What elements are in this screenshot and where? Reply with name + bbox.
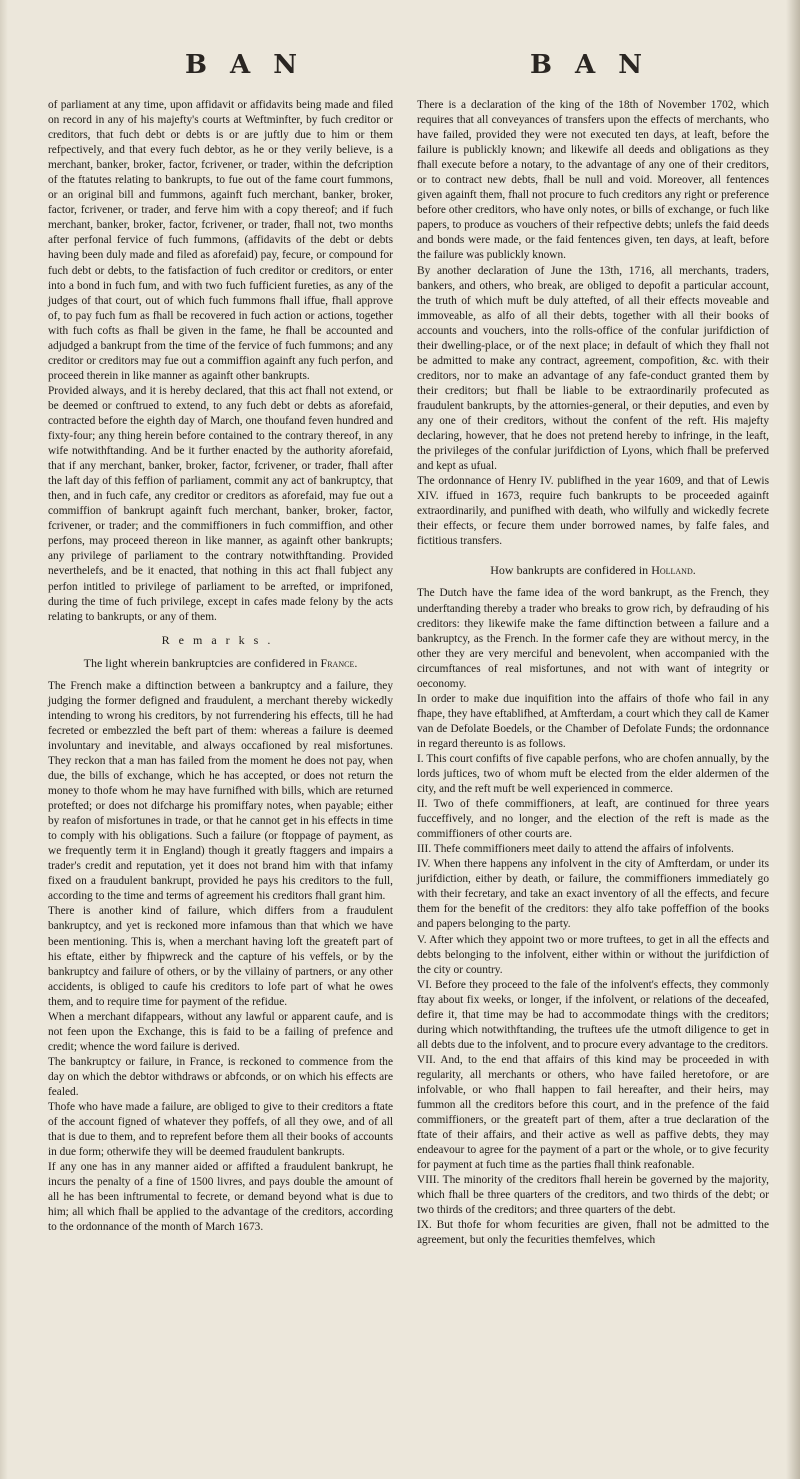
paragraph: VIII. The minority of the creditors fhall herein be governed by the majority, which fhall be three quarters of the creditors, and two thirds of the debt; or two thirds of the creditors; and three quarters of the debt. (417, 1174, 769, 1217)
paragraph: The Dutch have the fame idea of the word bankrupt, as the French, they underftanding thereby a trader who breaks to grow rich, by defrauding of his creditors: they likewife make the fame diftinction between a failure and a bankruptcy, as the French. In the former cafe they are without mercy, in the other they are very merciful and benevolent, when accompanied with the circumftances of real misfortunes, and not with want of integrity or oeconomy. (417, 587, 769, 690)
paragraph: The bankruptcy or failure, in France, is reckoned to commence from the day on which the debtor withdraws or abfconds, or on which his effects are fealed. (48, 1055, 393, 1098)
page-edge-left (0, 0, 8, 1479)
paragraph: There is another kind of failure, which differs from a fraudulent bankruptcy, and yet is reckoned more infamous than that which we have been mentioning. This is, when a merchant having loft the greateft part of his eftate, either by fhipwreck and the capture of his veffels, or by the bankruptcy and failure of others, or by the villainy of partners, or any other accidents, is obliged to caufe his creditors to lofe part of what he owes them, and to require time for payment of the refidue. (48, 905, 393, 1008)
paragraph: VI. Before they proceed to the fale of the infolvent's effects, they commonly ftay about fix weeks, or longer, if the infolvent, or relations of the deceafed, defire it, that time may be had to accommodate things with the creditors; during which notwithftanding, the truftees ufe the utmoft diligence to get in all debts due to the infolvent, and to procure every advantage to the creditors. (417, 978, 769, 1051)
section-heading-place: Holland. (651, 563, 696, 578)
paragraph: III. Thefe commiffioners meet daily to attend the affairs of infolvents. (417, 843, 734, 856)
paragraph: There is a declaration of the king of the 18th of November 1702, which requires that all conveyances of transfers upon the effects of merchants, who have failed, provided they were not executed ten days, at leaft, before the failure is publickly known; and likewife all deeds and obligations as they fhall execute before a notary, to the advantage of any one of their creditors, or to contract new debts, fhall be null and void. Moreover, all fentences given againft them, fhall not procure to fuch creditors any right or preference before other creditors, who have only notes, or bills of exchange, or fuch like papers, to produce as vouchers of their refpective debts; unlefs the faid deeds and bonds were made, or the faid fentences given, ten days, at leaft, before the failure was publickly known. (417, 99, 769, 262)
paragraph: By another declaration of June the 13th, 1716, all merchants, traders, bankers, and others, who break, are obliged to depofit a particular account, the truth of which muft be duly attefted, of all their effects moveable and immoveable, as alfo of all their debts, together with all their books of accounts and vouchers, into the rolls-office of the confular jurifdiction of their dwelling-place, or of the next place; in default of which they fhall not be admitted to make any contract, agreement, compofition, &c. with their creditors, nor to make an advantage of any fafe-conduct granted them by their creditors; but fhall be liable to be extraordinarily profecuted as fraudulent bankrupts, by the attornies-general, or their deputies, and even by any one of their creditors, without the confent of the reft. His majefty declaring, however, that he does not pretend hereby to infringe, in the leaft, the privileges of the confular jurifdiction of Lyons, which fhall be preferved and kept as ufual. (417, 264, 769, 473)
paragraph: of parliament at any time, upon affidavit or affidavits being made and filed on record in any of his majefty's courts at Weftminfter, by fuch creditor or creditors, that fuch debt or debts is or are juftly due to him or them refpectively, and that every fuch debtor, as he or they verily believe, is a merchant, banker, broker, factor, fcrivener, or trader, within the defcription of the ftatutes relating to bankrupts, to fue out of the fame court fummons, or an original bill and fummons, againft fuch merchant, banker, broker, factor, fcrivener, or trader, and ferve him with a copy thereof; and if fuch merchant, banker, broker, factor, fcrivener, or trader, fhall not, two months after perfonal fervice of fuch fummons, (affidavits of the debt or debts having been duly made and filed as aforefaid) pay, fecure, or compound for fuch debt or debts, to the fatisfaction of fuch creditor or creditors, or enter into a bond in fuch fum, and with two fuch fufficient fureties, as any of the judges of that court, out of which fuch fummons fhall iffue, fhall approve of, to pay fuch fum as fhall be recovered in fuch action or actions, together with fuch cofts as fhall be given in the fame, he fhall be accounted and adjudged a bankrupt from the time of the fervice of fuch fummons; and any creditor or creditors may fue out a commiffion againft any fuch perfon, and proceed therein in like manner as againft other bankrupts. (48, 99, 393, 382)
page-edge-right (786, 0, 800, 1479)
paragraph: The French make a diftinction between a bankruptcy and a failure, they judging the former defigned and fraudulent, a merchant thereby wickedly intending to wrong his creditors, by not furrendering his effects, till he had fecreted or embezzled the beft part of them: whereas a failure is deemed involuntary and inevitable, and always occafioned by real misfortunes. They reckon that a man has failed from the moment he does not pay, when due, the bills of exchange, which he has accepted, or does not return the money to thofe whom he may have furnifhed with bills, which are returned protefted; or does not difcharge his promiffary notes, when payable; either by reafon of misfortunes in trade, or that he cannot get in his effects in time to comply with his obligations. Such a failure (or ftoppage of payment, as we frequently term it in England) though it greatly ftaggers and impairs a trader's credit and reputation, yet it does not brand him with that infamy fixed on a fraudulent bankrupt, provided he pays his creditors to the full, according to the time and terms of agreement his creditors fhall grant him. (48, 679, 393, 903)
section-heading-text: How bankrupts are confidered in (490, 563, 649, 578)
paragraph: VII. And, to the end that affairs of this kind may be proceeded in with regularity, all merchants or others, who have failed heretofore, or are infolvable, or who fhall happen to fail hereafter, and their heirs, may fummon all the creditors before this court, and in the prefence of the faid commiffioners, or the greateft part of them, after a true declaration of the ftate of their affairs, and their active as well as paffive debts, they may endeavour to agree for the payment of a part or the whole, or to give fecurity for payment at fuch time as the parties fhall think reafonable. (417, 1053, 769, 1172)
paragraph: If any one has in any manner aided or affifted a fraudulent bankrupt, he incurs the penalty of a fine of 1500 livres, and pays double the amount of all he has been inftrumental to fecrete, or demand beyond what is due to him; all which fhall be applied to the advantage of the creditors, according to the ordonnance of the month of March 1673. (48, 1161, 393, 1234)
left-column (48, 98, 393, 1235)
running-head-right: B A N (530, 50, 650, 80)
section-heading-place: France. (320, 655, 358, 670)
running-head-left: B A N (185, 50, 305, 80)
paragraph: V. After which they appoint two or more truftees, to get in all the effects and debts belonging to the infolvent, either within or without the jurifdiction of the city or country. (417, 933, 769, 976)
paragraph: IV. When there happens any infolvent in the city of Amfterdam, or under its jurifdiction, either by death, or failure, the commiffioners immediately go with their fecretary, and take an exact inventory of all the effects, and fecure them for the benefit of the creditors: they alfo take poffeffion of the books and papers belonging to the party. (417, 858, 769, 931)
remarks-heading: Remarks. (161, 632, 280, 647)
paragraph: In order to make due inquifition into the affairs of thofe who fail in any fhape, they have eftablifhed, at Amfterdam, a court which they call de Kamer van de Defolate Boedels, or the Chamber of Defolate Funds; the ordonnance in regard thereunto is as follows. (417, 692, 769, 750)
section-heading-holland (417, 563, 769, 578)
paragraph: IX. But thofe for whom fecurities are given, fhall not be admitted to the agreement, but only the fecurities themfelves, which (417, 1219, 769, 1247)
paragraph: When a merchant difappears, without any lawful or apparent caufe, and is not feen upon the Exchange, this is faid to be a failing of prefence and credit; whence the word failure is derived. (48, 1010, 393, 1053)
section-heading-france (48, 656, 393, 671)
paragraph: I. This court confifts of five capable perfons, who are chofen annually, by the lords juftices, two of whom muft be elected from the elder aldermen of the city, and the reft muft be well experienced in commerce. (417, 752, 769, 796)
right-column (417, 98, 769, 1249)
paragraph: II. Two of thefe commiffioners, at leaft, are continued for three years fucceffively, and no longer, and the election of the reft is made as the commiffioners of other courts are. (417, 798, 769, 841)
paragraph: The ordonnance of Henry IV. publifhed in the year 1609, and that of Lewis XIV. iffued in 1673, require fuch bankrupts to be proceeded againft extraordinarily, and punifhed with death, who wilfully and wickedly fecrete their effects, or fecure them under borrowed names, by falfe fales, and fictitious transfers. (417, 475, 769, 548)
section-heading-text: The light wherein bankruptcies are confidered in (83, 655, 318, 670)
paragraph: Provided always, and it is hereby declared, that this act fhall not extend, or be deemed or conftrued to extend, to any fuch debt or debts as aforefaid, contracted before the eighth day of March, one thoufand feven hundred and fixty-four; any thing herein before contained to the contrary thereof, in any wife notwithftanding. And be it further enacted by the authority aforefaid, that if any merchant, banker, broker, factor, fcrivener, or trader, fhall after the laft day of this feffion of parliament, commit any act of bankruptcy, that then, and in fuch cafe, any creditor or creditors as aforefaid, may fue out a commiffion of bankrupt againft fuch merchant, banker, broker, factor, fcrivener, or trader; and the commiffioners in fuch commiffion, and other perfons, may proceed thereon in like manner, as againft other bankrupts; any privilege of parliament to the contrary notwithftanding. Provided neverthelefs, and be it enacted, that nothing in this act fhall fubject any perfon intitled to privilege of parliament to be arrefted, or imprifoned, during the time of fuch privilege, except in cafes made felony by the acts relating to bankrupts, or any of them. (48, 384, 393, 623)
paragraph: Thofe who have made a failure, are obliged to give to their creditors a ftate of the account figned of whatever they poffefs, of all they owe, and of all that is due to them, and to reprefent before them all their books of accounts in due form; otherwife they will be deemed fraudulent bankrupts. (48, 1101, 393, 1159)
